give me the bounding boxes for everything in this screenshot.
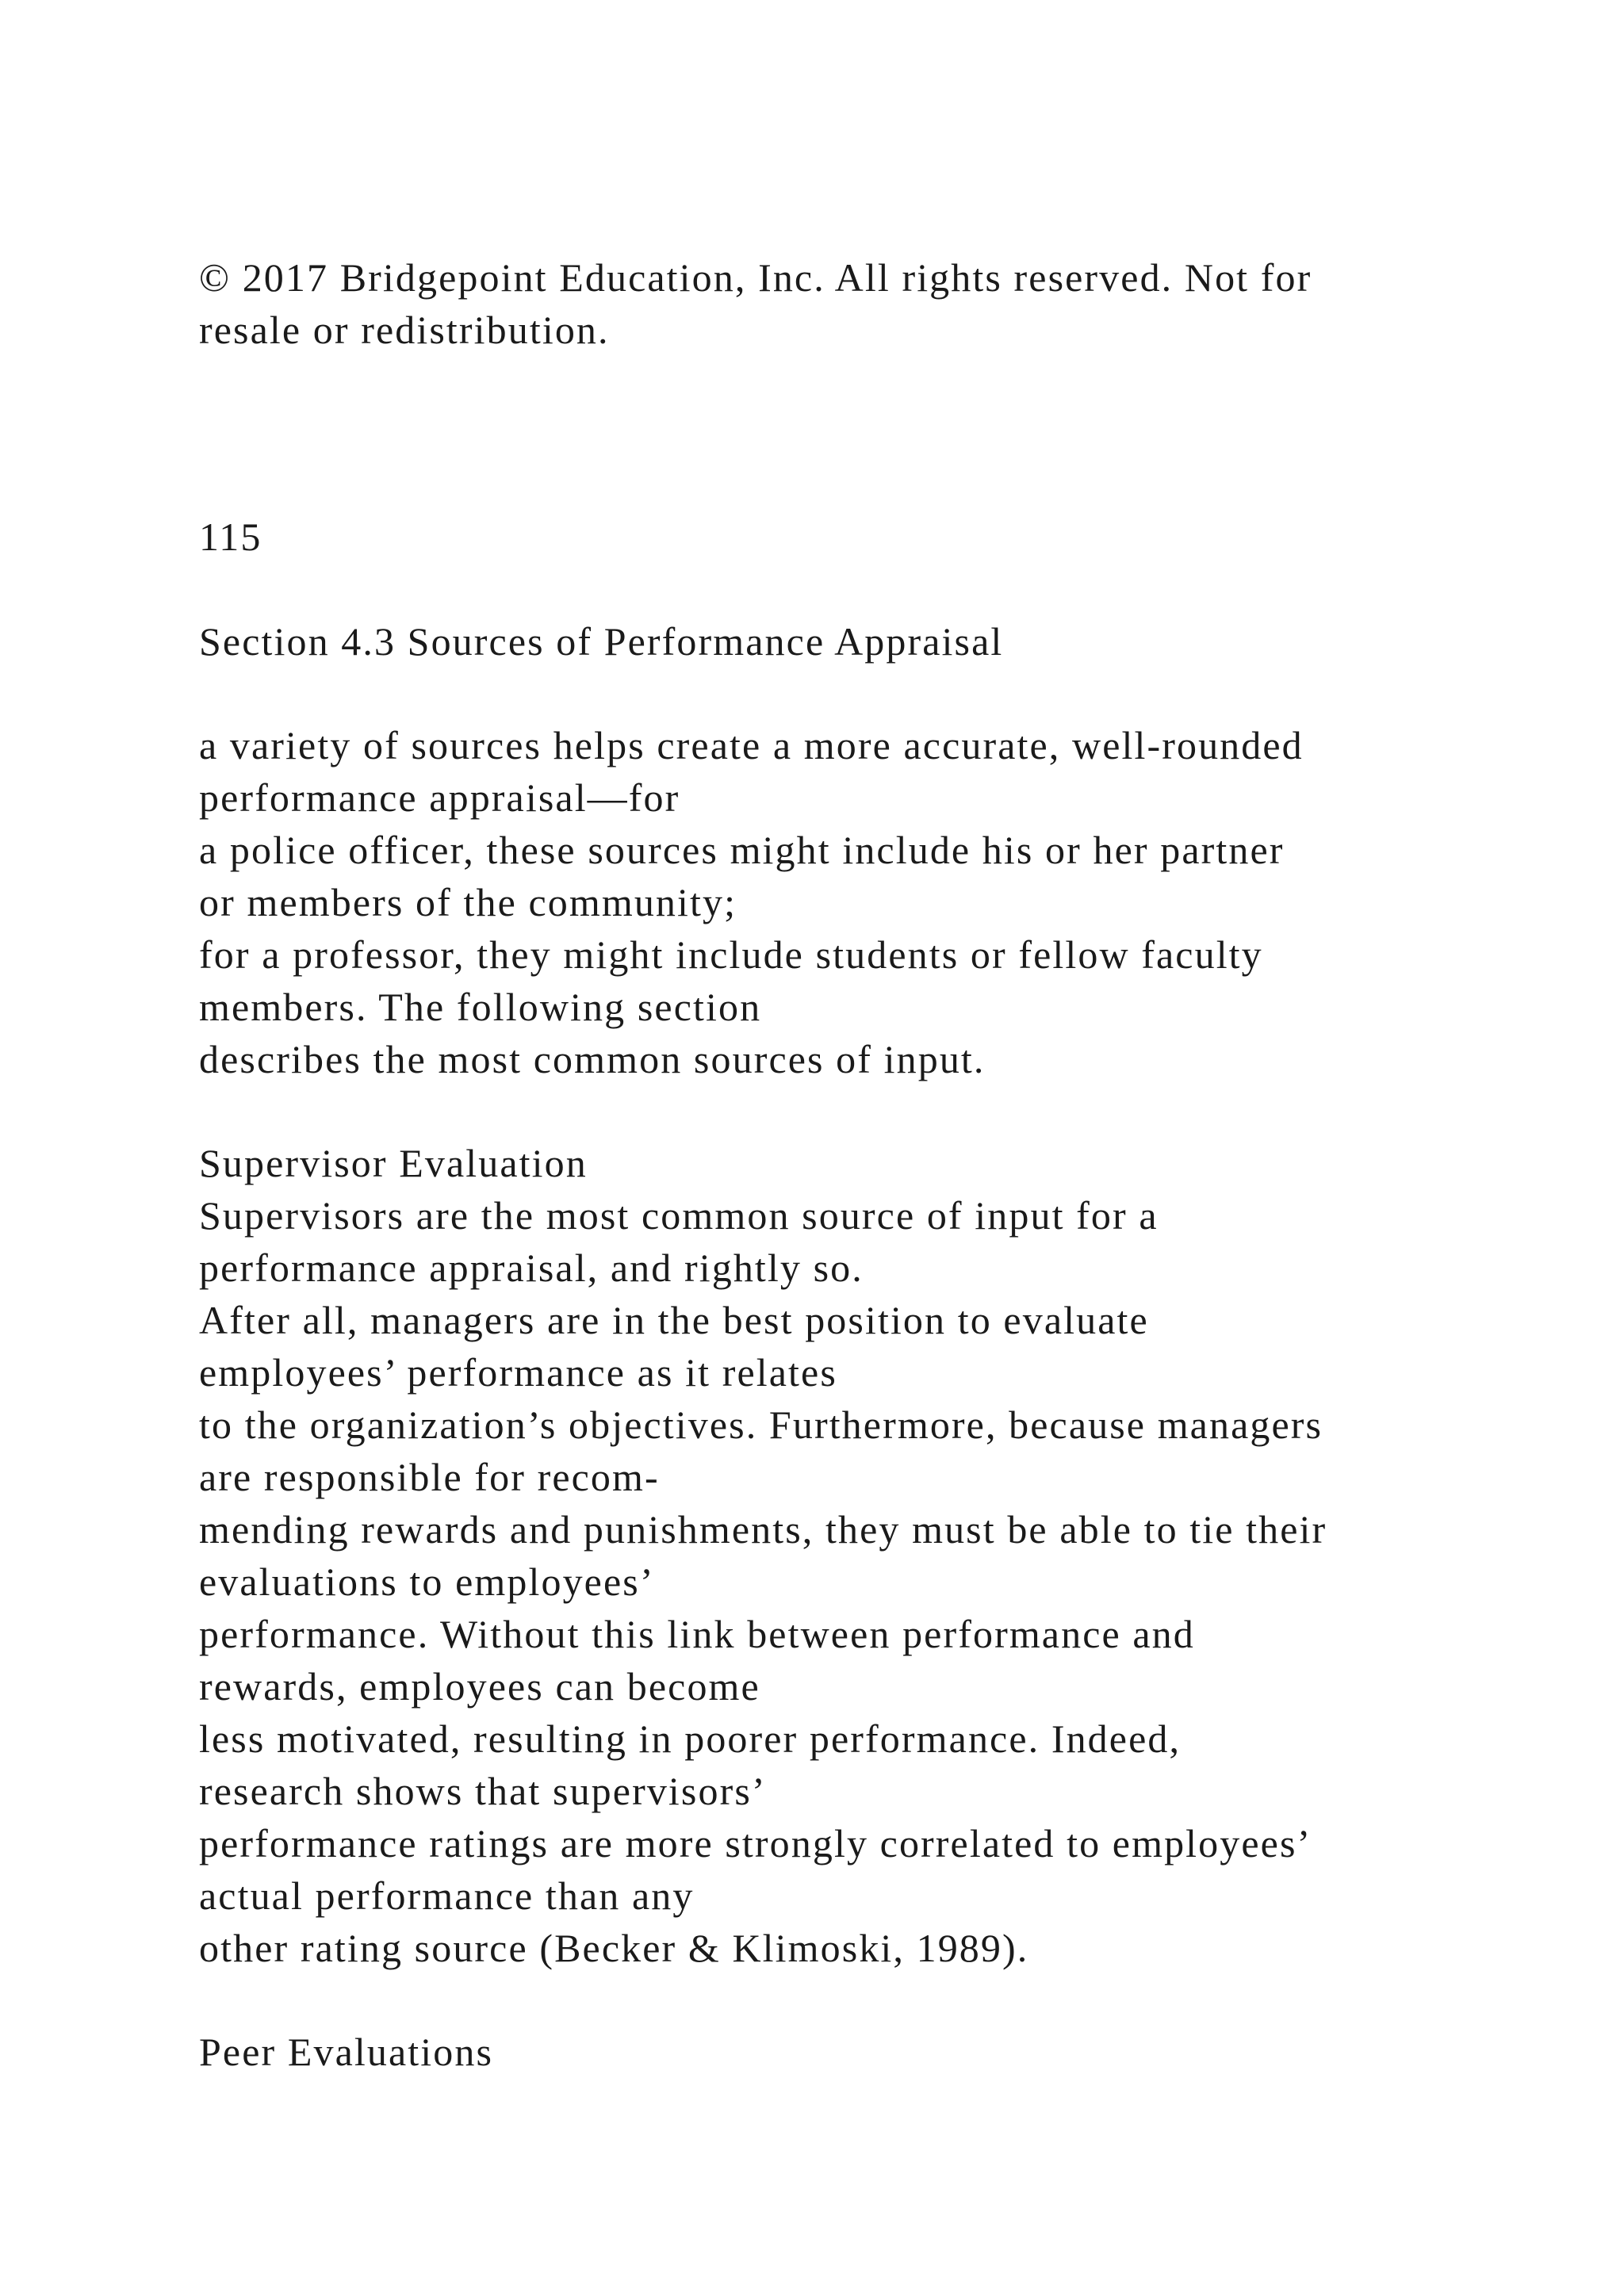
copyright-line-1: © 2017 Bridgepoint Education, Inc. All rights reserved. Not for: [199, 255, 1312, 300]
copyright-line-2: resale or redistribution.: [199, 308, 610, 352]
supervisor-line-13: performance ratings are more strongly correlated to employees’: [199, 1821, 1312, 1866]
section-heading: Section 4.3 Sources of Performance Appraisal: [199, 619, 1004, 664]
supervisor-line-1: Supervisors are the most common source of input for a: [199, 1193, 1159, 1238]
intro-line-3: a police officer, these sources might include his or her partner: [199, 828, 1285, 872]
supervisor-line-3: After all, managers are in the best position to evaluate: [199, 1298, 1149, 1342]
peer-heading: Peer Evaluations: [199, 2030, 494, 2074]
supervisor-line-7: mending rewards and punishments, they must be able to tie their: [199, 1507, 1327, 1552]
supervisor-line-5: to the organization’s objectives. Furthermore, because managers: [199, 1402, 1323, 1447]
page-number: 115: [199, 515, 262, 559]
intro-line-4: or members of the community;: [199, 880, 737, 924]
supervisor-line-8: evaluations to employees’: [199, 1559, 655, 1604]
intro-line-5: for a professor, they might include students or fellow faculty: [199, 932, 1263, 977]
intro-line-7: describes the most common sources of input.: [199, 1037, 986, 1081]
supervisor-line-6: are responsible for recom-: [199, 1455, 660, 1499]
supervisor-line-4: employees’ performance as it relates: [199, 1350, 837, 1395]
intro-line-2: performance appraisal—for: [199, 775, 680, 820]
supervisor-line-12: research shows that supervisors’: [199, 1769, 767, 1813]
intro-line-6: members. The following section: [199, 985, 762, 1029]
supervisor-line-14: actual performance than any: [199, 1873, 695, 1918]
supervisor-line-2: performance appraisal, and rightly so.: [199, 1246, 864, 1290]
supervisor-line-15: other rating source (Becker & Klimoski, 1989).: [199, 1926, 1029, 1970]
supervisor-line-11: less motivated, resulting in poorer performance. Indeed,: [199, 1716, 1182, 1761]
supervisor-heading: Supervisor Evaluation: [199, 1141, 588, 1185]
supervisor-line-10: rewards, employees can become: [199, 1664, 760, 1709]
supervisor-line-9: performance. Without this link between performance and: [199, 1612, 1195, 1656]
intro-line-1: a variety of sources helps create a more accurate, well-rounded: [199, 723, 1304, 767]
